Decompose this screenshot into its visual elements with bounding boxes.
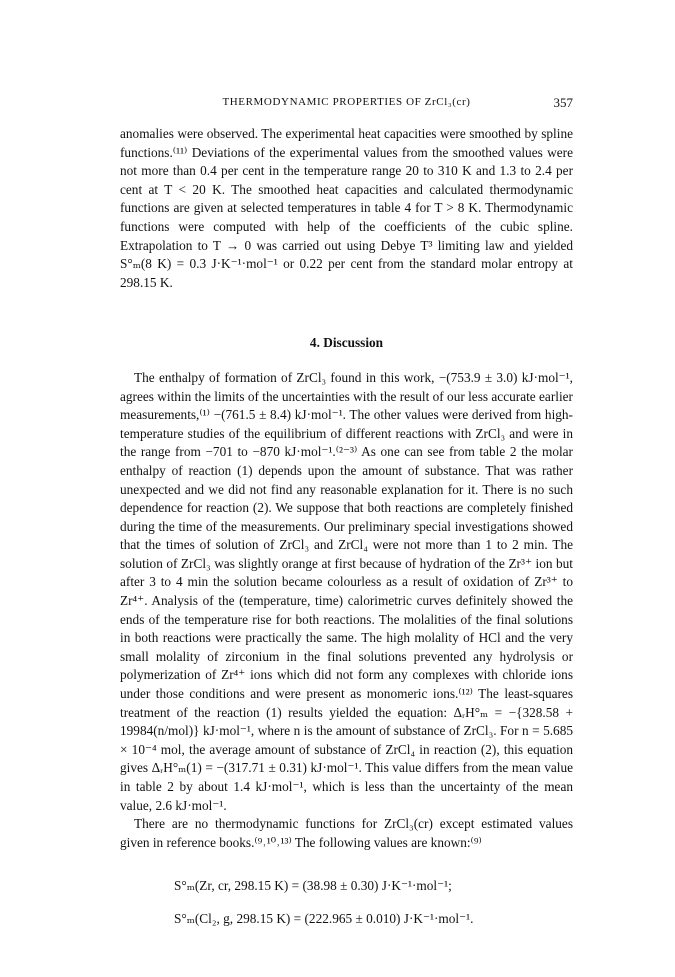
running-head [120, 96, 573, 114]
section-heading: 4. Discussion [309, 335, 384, 351]
article-body [120, 125, 573, 929]
page-number: 357 [553, 95, 573, 110]
paragraph-reference-values: There are no thermodynamic functions for ZrCl₃(cr) except estimated values given in reference books.⁽⁹˒¹⁰˒¹³⁾ The following values are known:⁽⁹⁾ [120, 816, 573, 850]
equation-entropy-cl2: S°ₘ(Cl₂, g, 298.15 K) = (222.965 ± 0.010) J·K⁻¹·mol⁻¹. [174, 910, 474, 926]
paragraph-heat-capacity: anomalies were observed. The experimental heat capacities were smoothed by spline functions.⁽¹¹⁾ Deviations of the experimental values from the smoothed values were not more than 0.4 per cent in the temperature range 20 to 310 K and 1.3 to 2.4 per cent at T < 20 K. The smoothed heat capacities and calculated thermodynamic functions are given at selected temperatures in table 4 for T > 8 K. Thermodynamic functions were computed with help of the coefficients of the cubic spline. Extrapolation to T → 0 was carried out using Debye T³ limiting law and yielded S°ₘ(8 K) = 0.3 J·K⁻¹·mol⁻¹ or 0.22 per cent from the standard molar entropy at 298.15 K. [120, 126, 573, 290]
running-title: THERMODYNAMIC PROPERTIES OF ZrCl₃(cr) [222, 96, 471, 108]
paragraph-discussion: The enthalpy of formation of ZrCl₃ found in this work, −(753.9 ± 3.0) kJ·mol⁻¹, agrees within the limits of the uncertainties with the result of our less accurate earlier measurements,⁽¹⁾ −(761.5 ± 8.4) kJ·mol⁻¹. The other values were derived from high-temperature studies of the equilibrium of different reactions with ZrCl₃ and were in the range from −701 to −870 kJ·mol⁻¹.⁽²⁻³⁾ As one can see from table 2 the molar enthalpy of reaction (1) depends upon the amount of substance. That was rather unexpected and we did not find any reasonable explanation for it. There is no such dependence for reaction (2). We suppose that both reactions are completely finished during the time of the measurements. Our preliminary special investigations showed that the times of solution of ZrCl₃ and ZrCl₄ were not more than 1 to 2 min. The solution of ZrCl₃ was slightly orange at first because of hydration of the Zr³⁺ ion but after 3 to 4 min the solution became colourless as a result of oxidation of Zr³⁺ to Zr⁴⁺. Analysis of the (temperature, time) calorimetric curves definitely showed the ends of the temperature rise for both reactions. The molalities of the final solutions in both reactions were practically the same. The high molality of HCl and the very small molality of zirconium in the final solutions prevented any hydrolysis or polymerization of Zr⁴⁺ ions which did not form any complexes with chloride ions under those conditions and were present as monomeric ions.⁽¹²⁾ The least-squares treatment of the reaction (1) results yielded the equation: ΔᵣH°ₘ = −{328.58 + 19984(n/mol)} kJ·mol⁻¹, where n is the amount of substance of ZrCl₃. For n = 5.685 × 10⁻⁴ mol, the average amount of substance of ZrCl₄ in reaction (2), this equation gives ΔᵣH°ₘ(1) = −(317.71 ± 0.31) kJ·mol⁻¹. This value differs from the mean value in table 2 by about 1.4 kJ·mol⁻¹, which is less than the uncertainty of the mean value, 2.6 kJ·mol⁻¹. [120, 369, 573, 813]
equation-entropy-zr: S°ₘ(Zr, cr, 298.15 K) = (38.98 ± 0.30) J·K⁻¹·mol⁻¹; [174, 878, 452, 894]
